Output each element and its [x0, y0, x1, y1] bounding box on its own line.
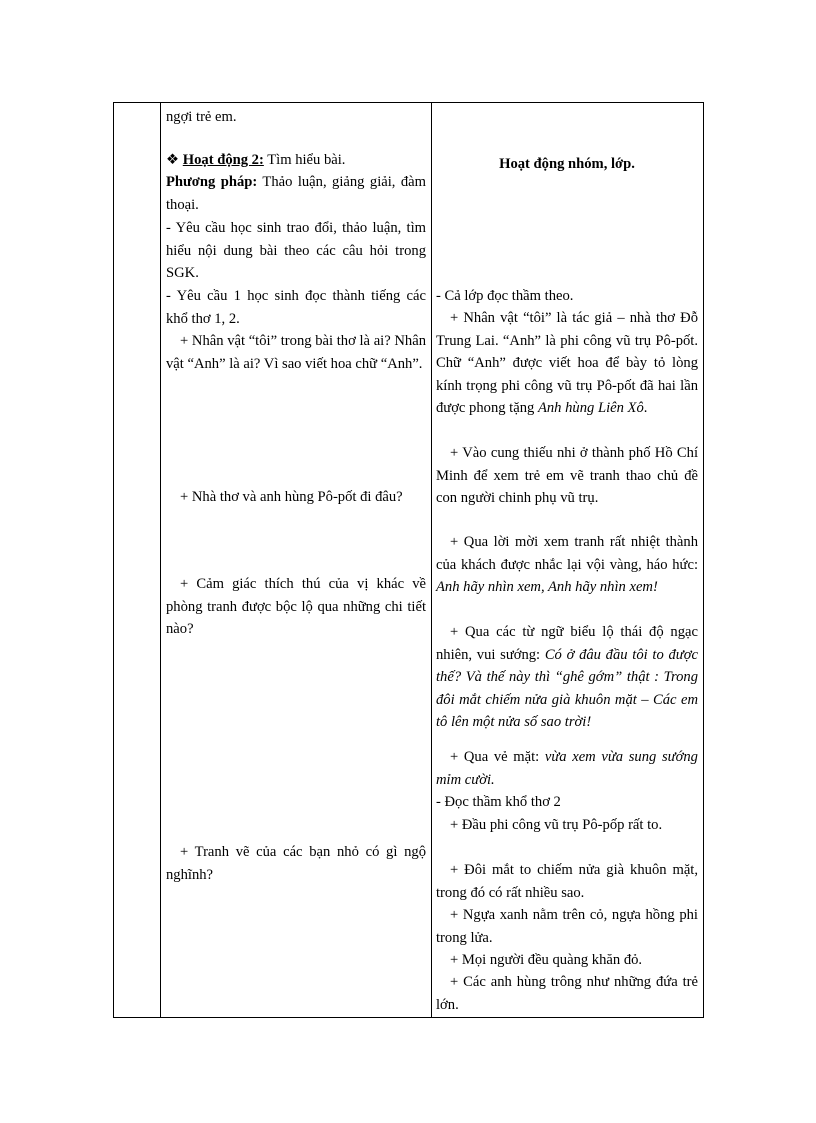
- activity-name: Tìm hiểu bài.: [263, 152, 346, 168]
- lesson-table: [113, 102, 704, 1018]
- method-paragraph: [166, 171, 426, 216]
- answer-2: + Vào cung thiếu nhi ở thành phố Hồ Chí Minh để xem trẻ em vẽ tranh thao chủ đề con người chinh phụ vũ trụ.: [436, 445, 698, 506]
- answer-4: [436, 621, 698, 734]
- question-2: + Nhà thơ và anh hùng Pô-pốt đi đâu?: [180, 489, 403, 505]
- answer-11: + Các anh hùng trông như những đứa trẻ lớn.: [436, 974, 698, 1013]
- instruction-1: - Yêu cầu học sinh trao đổi, thảo luận, tìm hiểu nội dung bài theo các câu hỏi trong SGK.: [166, 220, 426, 281]
- answer-5-text: + Qua vẻ mặt:: [450, 749, 545, 765]
- method-text: Thảo luận, giảng giải, đàm thoại.: [166, 174, 426, 213]
- answer-1-italic: Anh hùng Liên Xô: [537, 400, 644, 416]
- question-4: + Tranh vẽ của các bạn nhỏ có gì ngộ nghĩnh?: [166, 844, 426, 883]
- instruction-2: - Yêu cầu 1 học sinh đọc thành tiếng các khổ thơ 1, 2.: [166, 288, 426, 327]
- bullet-icon: ❖: [166, 152, 180, 168]
- answer-3: [436, 531, 698, 599]
- answer-7: + Đầu phi công vũ trụ Pô-pốp rất to.: [450, 817, 663, 833]
- answer-3-text: + Qua lời mời xem tranh rất nhiệt thành của khách được nhắc lại vội vàng, háo hức:: [436, 534, 698, 573]
- answer-6: - Đọc thầm khổ thơ 2: [436, 794, 561, 810]
- question-1: + Nhân vật “tôi” trong bài thơ là ai? Nhân vật “Anh” là ai? Vì sao viết hoa chữ “Anh”.: [166, 333, 426, 372]
- column-divider-1: [160, 103, 161, 1017]
- answer-5-italic: vừa xem vừa sung sướng mỉm cười.: [436, 749, 698, 788]
- answer-5: [436, 746, 698, 791]
- activity-title: Hoạt động 2:: [182, 152, 264, 168]
- answer-1: [436, 307, 698, 420]
- column-divider-2: [431, 103, 432, 1017]
- method-label: Phương pháp:: [166, 174, 258, 190]
- answer-1-end: .: [643, 400, 648, 416]
- answer-3-italic: Anh hãy nhìn xem, Anh hãy nhìn xem!: [436, 579, 658, 595]
- answer-0: - Cả lớp đọc thầm theo.: [436, 288, 574, 304]
- answer-10: + Mọi người đều quàng khăn đỏ.: [450, 952, 643, 968]
- question-3: + Cảm giác thích thú của vị khác về phòng tranh được bộc lộ qua những chi tiết nào?: [166, 576, 426, 637]
- answer-9: + Ngựa xanh nằm trên cỏ, ngựa hồng phi trong lửa.: [436, 907, 698, 946]
- answer-4-italic: Có ở đâu đầu tôi to được thế? Và thế này thì “ghê gớm” thật : Trong đôi mắt chiếm nửa già khuôn mặt – Các em tô lên một nửa số sao trời!: [436, 646, 698, 730]
- intro-line: ngợi trẻ em.: [166, 109, 237, 125]
- answer-4-text: + Qua các từ ngữ biểu lộ thái độ ngạc nhiên, vui sướng:: [436, 624, 698, 663]
- activity-heading: [166, 149, 426, 172]
- column-heading: Hoạt động nhóm, lớp.: [499, 156, 635, 172]
- answer-8: + Đôi mắt to chiếm nửa già khuôn mặt, trong đó có rất nhiều sao.: [436, 862, 698, 901]
- answer-1-text: + Nhân vật “tôi” là tác giả – nhà thơ Đỗ Trung Lai. “Anh” là phi công vũ trụ Pô-pốt. Chữ “Anh” được viết hoa để bày tỏ lòng kính trọng phi công vũ trụ Pô-pốt đã hai lần được phong tặng: [436, 310, 698, 416]
